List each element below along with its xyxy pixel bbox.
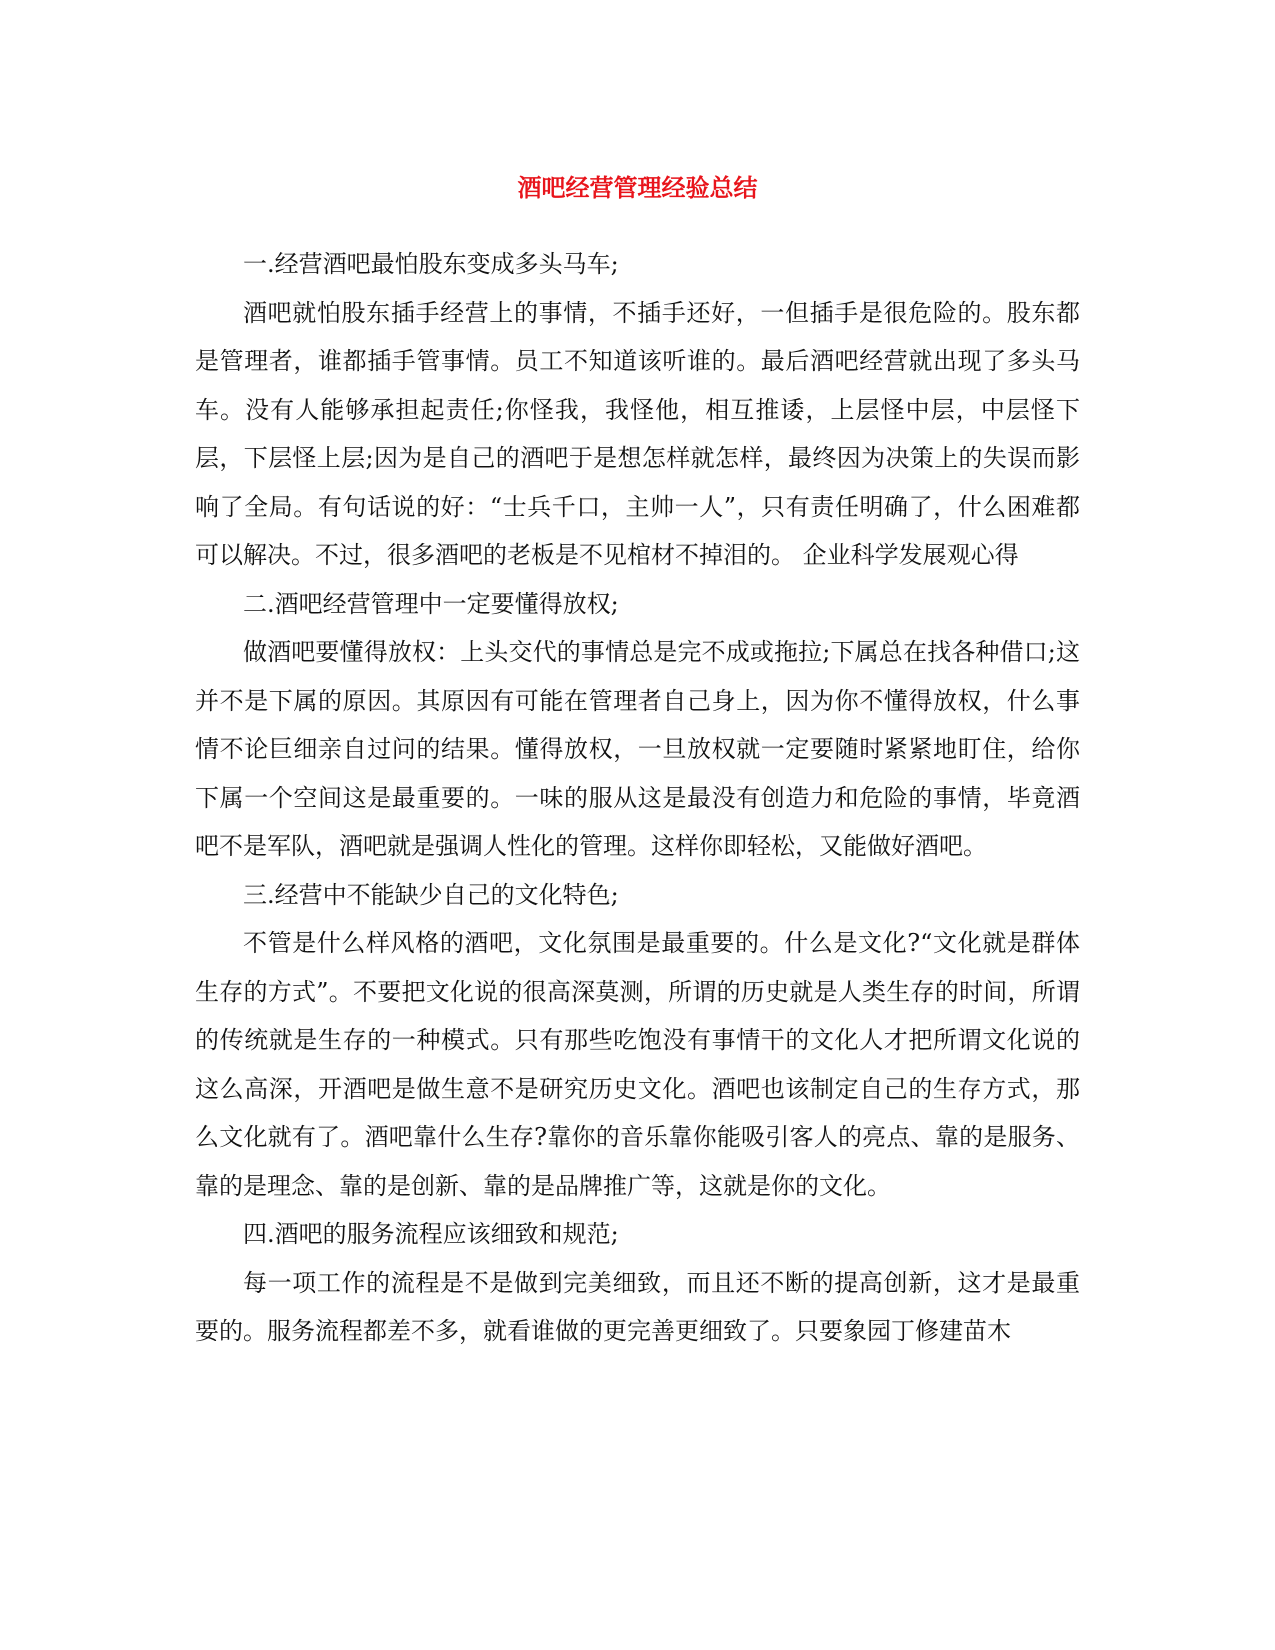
section-heading-2: 二.酒吧经营管理中一定要懂得放权;	[243, 589, 619, 618]
document-body	[195, 240, 1080, 1356]
section-heading-4: 四.酒吧的服务流程应该细致和规范;	[243, 1220, 619, 1248]
section-paragraph-3: 不管是什么样风格的酒吧，文化氛围是最重要的。什么是文化?“文化就是群体生存的方式”。不要把文化说的很高深莫测，所谓的历史就是人类生存的时间，所谓的传统就是生存的一种模式。只有那些吃饱没有事情干的文化人才把所谓文化说的这么高深，开酒吧是做生意不是研究历史文化。酒吧也该制定自己的生存方式，那么文化就有了。酒吧靠什么生存?靠你的音乐靠你能吸引客人的亮点、靠的是服务、靠的是理念、靠的是创新、靠的是品牌推广等，这就是你的文化。	[195, 929, 1080, 1200]
section-heading-3: 三.经营中不能缺少自己的文化特色;	[243, 880, 619, 909]
section-heading-1: 一.经营酒吧最怕股东变成多头马车;	[243, 250, 619, 278]
section-paragraph-2: 做酒吧要懂得放权：上头交代的事情总是完不成或拖拉;下属总在找各种借口;这并不是下属的原因。其原因有可能在管理者自己身上，因为你不懂得放权，什么事情不论巨细亲自过问的结果。懂得放权，一旦放权就一定要随时紧紧地盯住，给你下属一个空间这是最重要的。一味的服从这是最没有创造力和危险的事情，毕竟酒吧不是军队，酒吧就是强调人性化的管理。这样你即轻松，又能做好酒吧。	[195, 638, 1080, 860]
section-paragraph-4: 每一项工作的流程是不是做到完美细致，而且还不断的提高创新，这才是最重要的。服务流程都差不多，就看谁做的更完善更细致了。只要象园丁修建苗木	[195, 1268, 1080, 1345]
section-paragraph-1: 酒吧就怕股东插手经营上的事情，不插手还好，一但插手是很危险的。股东都是管理者，谁都插手管事情。员工不知道该听谁的。最后酒吧经营就出现了多头马车。没有人能够承担起责任;你怪我，我怪他，相互推诿，上层怪中层，中层怪下层，下层怪上层;因为是自己的酒吧于是想怎样就怎样，最终因为决策上的失误而影响了全局。有句话说的好：“士兵千口，主帅一人”，只有责任明确了，什么困难都可以解决。不过，很多酒吧的老板是不见棺材不掉泪的。 企业科学发展观心得	[195, 298, 1080, 569]
document-title: 酒吧经营管理经验总结	[517, 173, 758, 202]
